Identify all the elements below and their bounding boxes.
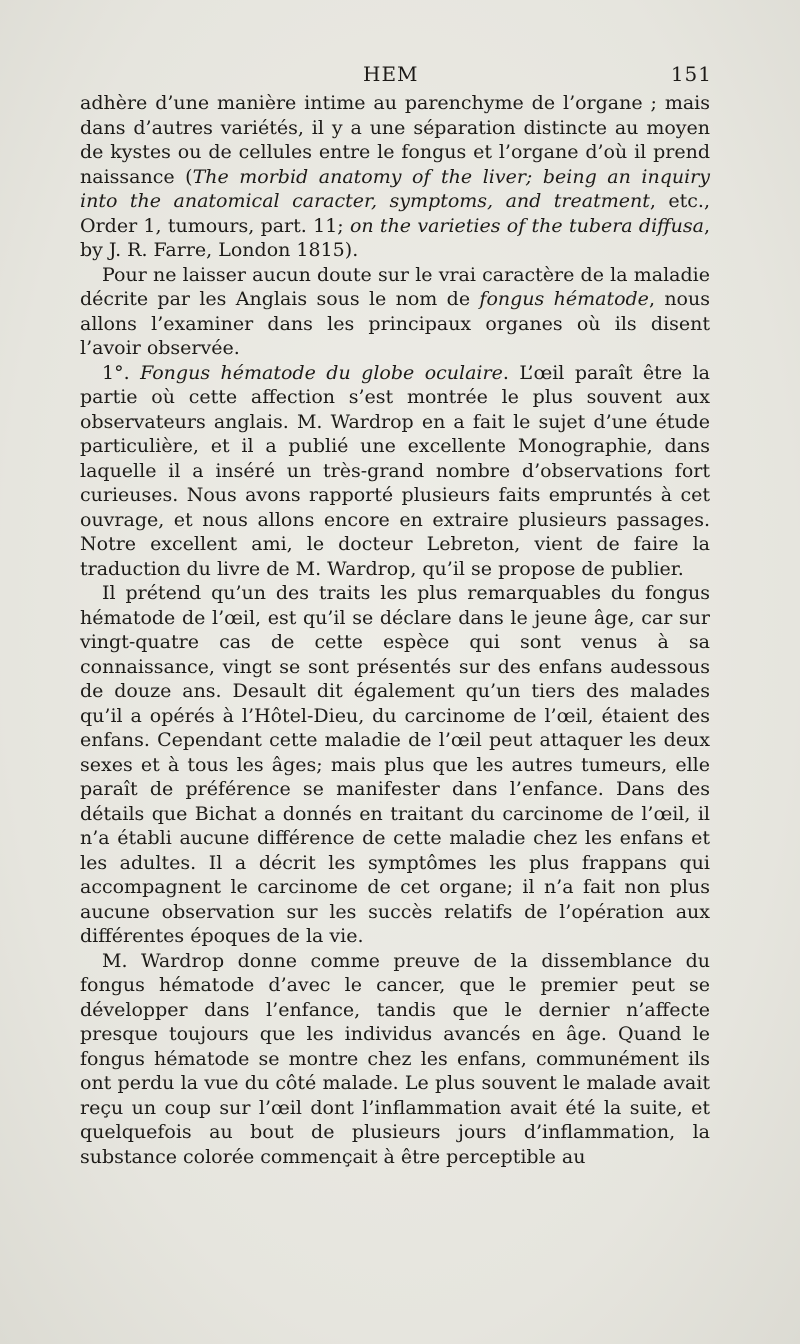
text-run: . L’œil paraît être la partie où cette affection s’est montrée le plus souvent aux observateurs anglais. M. Wardrop en a fait le sujet d’une étude particulière, et il a publié une excellente Monographie, dans laquelle il a inséré un très-grand nombre d’observations fort curieuses. Nous avons rapporté plusieurs faits empruntés à cet ouvrage, et nous allons encore en extraire plusieurs passages. Notre excellent ami, le docteur Lebreton, vient de faire la traduction du livre de M. Wardrop, qu’il se propose de publier. <box>80 361 711 580</box>
page-number: 151 <box>670 62 712 86</box>
text-run: Il prétend qu’un des traits les plus remarquables du fongus hématode de l’œil, est qu’il se déclare dans le jeune âge, car sur vingt-quatre cas de cette espèce qui sont venus à sa connaissance, vingt se sont présentés sur des enfans audessous de douze ans. Desault dit également qu’un tiers des malades qu’il a opérés à l’Hôtel-Dieu, du carcinome de l’œil, étaient des enfans. Cependant cette maladie de l’œil peut attaquer les deux sexes et à tous les âges; mais plus que les autres tumeurs, elle paraît de préférence se manifester dans l’enfance. Dans des détails que Bichat a donnés en traitant du carcinome de l’œil, il n’a établi aucune différence de cette maladie chez les enfans et les adultes. Il a décrit les symptômes les plus frappans qui accompagnent le carcinome de cet organe; il n’a fait non plus aucune observation sur les succès relatifs de l’opération aux différentes époques de la vie. <box>80 582 710 947</box>
page-body <box>80 91 710 1169</box>
italic-text: fongus hématode <box>479 288 649 310</box>
text-run: Pour ne laisser aucun doute sur le vrai caractère de la maladie décrite par les Anglais sous le nom de <box>80 263 710 310</box>
paragraph-dissemblance <box>80 949 710 1170</box>
page-header <box>80 62 712 88</box>
paragraph-globe-oculaire <box>80 361 710 582</box>
text-run: , nous allons l’examiner dans les principaux organes où ils disent l’avoir observée. <box>80 288 710 359</box>
text-run: , etc., Order 1, tumours, part. 11; <box>80 190 710 237</box>
paragraph-jeune-age <box>80 581 710 949</box>
text-run: 1°. <box>102 361 141 384</box>
paragraph-anglais <box>80 263 710 361</box>
italic-text: Fongus hématode du globe oculaire <box>140 361 503 384</box>
italic-text: on the varieties of the tubera diffusa <box>349 214 704 237</box>
text-run: , by J. R. Farre, London 1815). <box>80 214 710 261</box>
paragraph-continuation <box>80 91 710 263</box>
running-head: HEM <box>363 62 419 86</box>
text-run: M. Wardrop donne comme preuve de la dissemblance du fongus hématode d’avec le cancer, que le premier peut se développer dans l’enfance, tandis que le dernier n’affecte presque toujours que les individus avancés en âge. Quand le fongus hématode se montre chez les enfans, communément ils ont perdu la vue du côté malade. Le plus souvent le malade avait reçu un coup sur l’œil dont l’inflammation avait été la suite, et quelquefois au bout de plusieurs jours d’inflammation, la substance colorée commençait à être perceptible au <box>80 949 710 1168</box>
text-run: adhère d’une manière intime au parenchyme de l’organe ; mais dans d’autres variétés, il y a une séparation distincte au moyen de kystes ou de cellules entre le fongus et l’organe d’où il prend naissance ( <box>80 92 710 188</box>
italic-text: The morbid anatomy of the liver; being an inquiry into the anatomical caracter, symptoms, and treatment <box>80 165 711 212</box>
